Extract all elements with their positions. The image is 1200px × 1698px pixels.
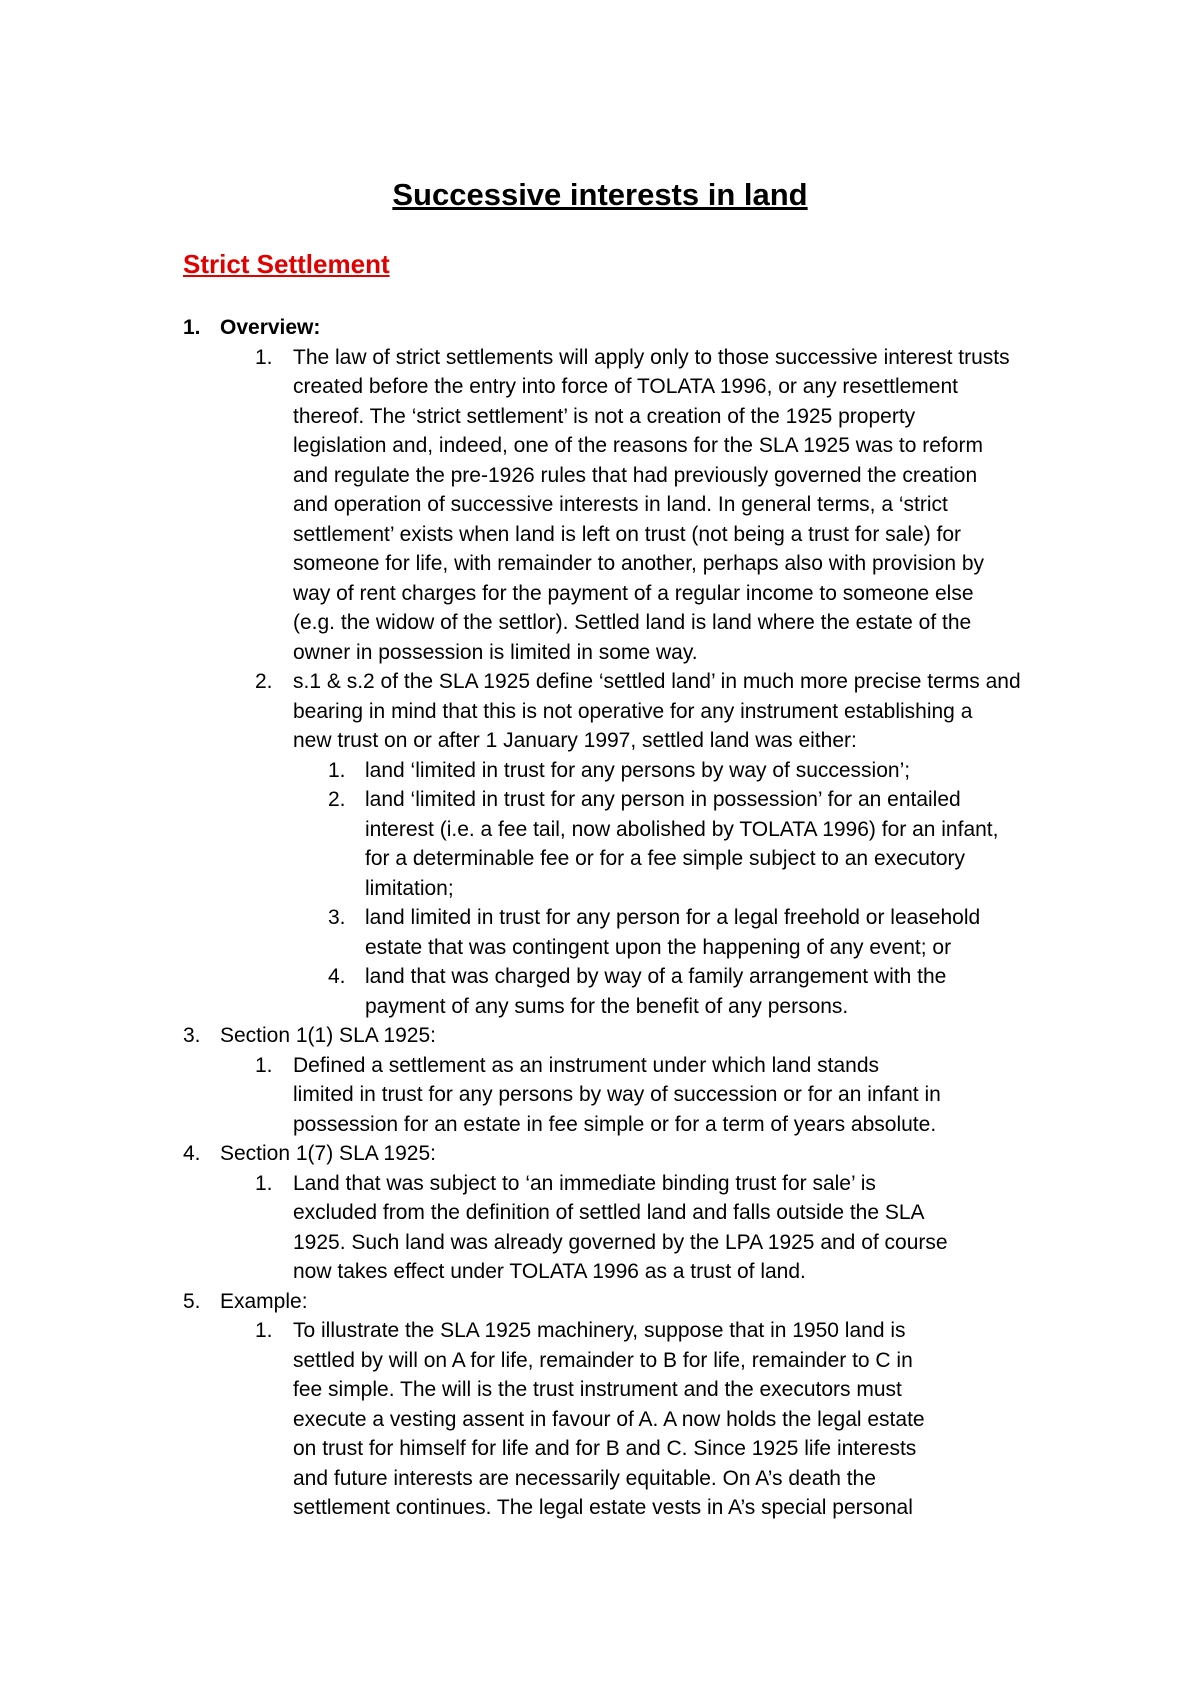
outline-item-overview	[183, 313, 1063, 343]
text-line: fee simple. The will is the trust instrument and the executors must	[293, 1378, 902, 1401]
text-line: execute a vesting assent in favour of A. A now holds the legal estate	[293, 1407, 925, 1431]
list-number: 1.	[255, 1319, 273, 1342]
text-line: 1925. Such land was already governed by the LPA 1925 and of course	[293, 1230, 948, 1254]
list-number: 1.	[183, 316, 201, 339]
text-line: settled by will on A for life, remainder to B for life, remainder to C in	[293, 1348, 913, 1372]
list-number: 4.	[183, 1142, 201, 1165]
item-label: Overview:	[220, 316, 321, 339]
text-line: To illustrate the SLA 1925 machinery, suppose that in 1950 land is	[293, 1319, 906, 1342]
text-line: and regulate the pre-1926 rules that had previously governed the creation	[293, 463, 978, 487]
text-line: estate that was contingent upon the happening of any event; or	[365, 935, 952, 959]
text-line: and operation of successive interests in land. In general terms, a ‘strict	[293, 493, 948, 516]
text-line: limitation;	[365, 876, 454, 900]
text-line: now takes effect under TOLATA 1996 as a trust of land.	[293, 1260, 806, 1283]
text-line: (e.g. the widow of the settlor). Settled land is land where the estate of the	[293, 611, 972, 634]
text-line: interest (i.e. a fee tail, now abolished by TOLATA 1996) for an infant,	[365, 817, 999, 841]
text-line: way of rent charges for the payment of a regular income to someone else	[293, 581, 974, 605]
paragraph-example	[183, 1316, 1063, 1523]
paragraph-overview-2	[183, 667, 1063, 756]
text-line: bearing in mind that this is not operative for any instrument establishing a	[293, 699, 973, 723]
text-line: settlement’ exists when land is left on trust (not being a trust for sale) for	[293, 522, 962, 546]
text-line: land ‘limited in trust for any persons by way of succession’;	[365, 758, 911, 782]
text-line: payment of any sums for the benefit of any persons.	[365, 994, 849, 1018]
list-number: 2.	[328, 788, 346, 811]
list-number: 5.	[183, 1289, 201, 1313]
outline-list	[183, 313, 1063, 1523]
list-number: 4.	[328, 965, 346, 988]
text-line: owner in possession is limited in some way.	[293, 640, 698, 664]
paragraph-section-1-7	[183, 1169, 1063, 1287]
text-line: Defined a settlement as an instrument under which land stands	[293, 1053, 880, 1077]
paragraph-overview-1	[183, 343, 1063, 668]
text-line: on trust for himself for life and for B and C. Since 1925 life interests	[293, 1437, 917, 1460]
text-line: The law of strict settlements will apply only to those successive interest trusts	[293, 345, 1010, 369]
list-number: 3.	[328, 906, 346, 929]
document-title: Successive interests in land	[392, 177, 808, 212]
text-line: for a determinable fee or for a fee simple subject to an executory	[365, 847, 965, 870]
text-line: settlement continues. The legal estate vests in A’s special personal	[293, 1496, 913, 1519]
list-number: 3.	[183, 1024, 201, 1047]
text-line: thereof. The ‘strict settlement’ is not a creation of the 1925 property	[293, 404, 916, 428]
text-line: s.1 & s.2 of the SLA 1925 define ‘settled land’ in much more precise terms and	[293, 670, 1021, 693]
text-line: limited in trust for any persons by way of succession or for an infant in	[293, 1083, 941, 1106]
outline-item-example	[183, 1287, 1063, 1317]
text-line: land that was charged by way of a family arrangement with the	[365, 965, 947, 988]
text-line: created before the entry into force of TOLATA 1996, or any resettlement	[293, 375, 958, 398]
text-line: new trust on or after 1 January 1997, settled land was either:	[293, 729, 857, 752]
text-line: legislation and, indeed, one of the reasons for the SLA 1925 was to reform	[293, 434, 983, 457]
outline-item-section-1-1	[183, 1021, 1063, 1051]
item-label: Example:	[220, 1289, 308, 1313]
text-line: land ‘limited in trust for any person in possession’ for an entailed	[365, 788, 961, 811]
list-number: 1.	[255, 1171, 273, 1195]
list-number: 1.	[255, 1053, 273, 1077]
sub-item-settled-land-2	[183, 785, 1063, 903]
text-line: excluded from the definition of settled land and falls outside the SLA	[293, 1201, 925, 1224]
list-number: 1.	[328, 758, 346, 782]
sub-item-settled-land-4	[183, 962, 1063, 1021]
item-label: Section 1(7) SLA 1925:	[220, 1142, 436, 1165]
item-label: Section 1(1) SLA 1925:	[220, 1024, 436, 1047]
sub-item-settled-land-3	[183, 903, 1063, 962]
paragraph-section-1-1	[183, 1051, 1063, 1140]
text-line: Land that was subject to ‘an immediate binding trust for sale’ is	[293, 1171, 876, 1195]
text-line: and future interests are necessarily equitable. On A’s death the	[293, 1466, 876, 1490]
list-number: 2.	[255, 670, 273, 693]
sub-item-settled-land-1	[183, 756, 1063, 786]
text-line: possession for an estate in fee simple or for a term of years absolute.	[293, 1112, 937, 1136]
text-line: land limited in trust for any person for a legal freehold or leasehold	[365, 906, 981, 929]
section-heading-strict-settlement: Strict Settlement	[183, 249, 390, 279]
outline-item-section-1-7	[183, 1139, 1063, 1169]
text-line: someone for life, with remainder to another, perhaps also with provision by	[293, 552, 985, 575]
list-number: 1.	[255, 345, 273, 369]
